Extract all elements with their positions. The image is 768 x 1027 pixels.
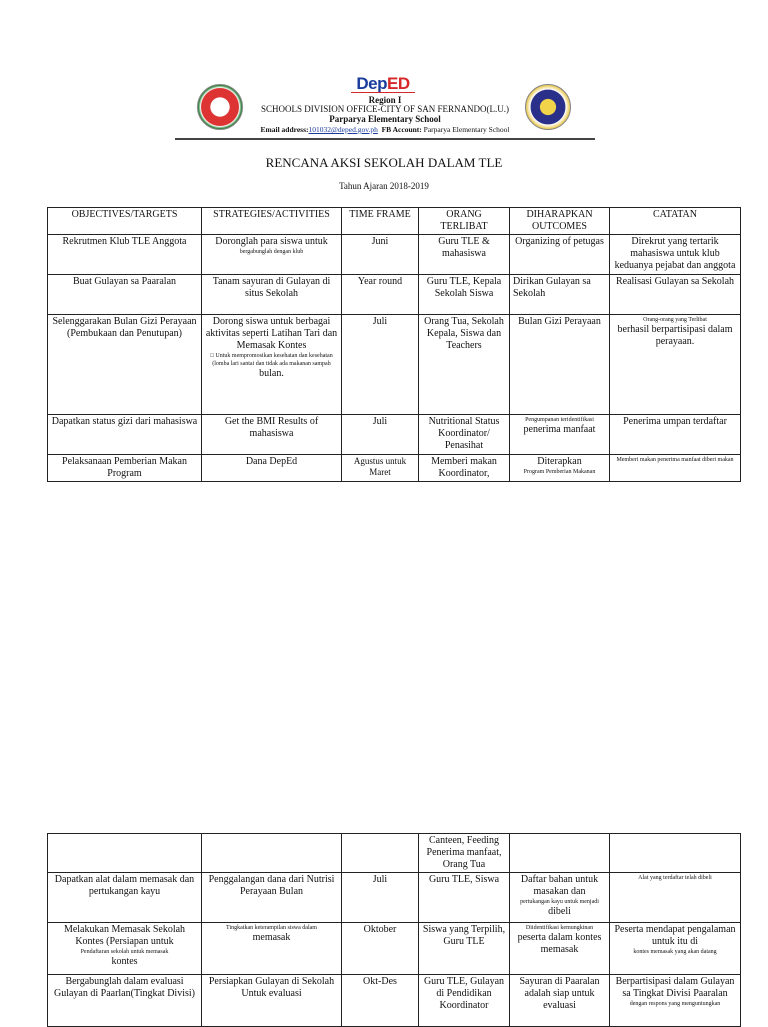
cell-note: Alat yang terdaftar telah dibeli [610,873,741,923]
cell-people: Canteen, Feeding Penerima manfaat, Orang Tua [419,834,510,873]
cell-people: Guru TLE, Gulayan di Pendidikan Koordinator [419,975,510,1027]
cell-strategy: Dana DepEd [202,455,342,482]
header-notes: CATATAN [610,208,741,235]
fb-label: FB Account: [381,125,422,134]
table-row [48,455,741,482]
cell-people: Memberi makan Koordinator, [419,455,510,482]
table-row [48,415,741,455]
email-label: Email address: [260,125,309,134]
cell-people: Guru TLE & mahasiswa [419,235,510,275]
cell-time: Oktober [342,923,419,975]
cell-time [342,834,419,873]
cell-note: Memberi makan penerima manfaat diberi makan [610,455,741,482]
table-row [48,235,741,275]
cell-time: Juli [342,415,419,455]
cell-objective: Dapatkan status gizi dari mahasiswa [48,415,202,455]
cell-outcome: Diidentifikasi kemungkinan peserta dalam kontes memasak [510,923,610,975]
cell-note: Realisasi Gulayan sa Sekolah [610,275,741,315]
school-name: Parparya Elementary School [329,114,441,124]
cell-outcome: Daftar bahan untuk masakan dan pertukangan kayu untuk menjadi dibeli [510,873,610,923]
cell-people: Nutritional Status Koordinator/ Penasihat [419,415,510,455]
email-link[interactable]: 101032@deped.gov.ph [308,125,378,134]
cell-people: Guru TLE, Kepala Sekolah Siswa [419,275,510,315]
cell-strategy: Doronglah para siswa untuk bergabunglah dengan klub [202,235,342,275]
cell-strategy [202,834,342,873]
cell-time: Year round [342,275,419,315]
cell-strategy: Tingkatkan keterampilan siswa dalam memasak [202,923,342,975]
cell-note: Orang-orang yang Terlibat berhasil berpartisipasi dalam perayaan. [610,315,741,415]
cell-time: Juni [342,235,419,275]
cell-people: Siswa yang Terpilih, Guru TLE [419,923,510,975]
cell-strategy: Get the BMI Results of mahasiswa [202,415,342,455]
cell-strategy: Tanam sayuran di Gulayan di situs Sekolah [202,275,342,315]
cell-objective: Buat Gulayan sa Paaralan [48,275,202,315]
cell-time: Agustus untuk Maret [342,455,419,482]
cell-objective: Pelaksanaan Pemberian Makan Program [48,455,202,482]
cell-note: Peserta mendapat pengalaman untuk itu di kontes memasak yang akan datang [610,923,741,975]
cell-strategy: Penggalangan dana dari Nutrisi Perayaan Bulan [202,873,342,923]
action-plan-table-continued [47,833,741,1027]
cell-objective: Rekrutmen Klub TLE Anggota [48,235,202,275]
deped-logo: DepED [356,74,410,93]
cell-outcome: Bulan Gizi Perayaan [510,315,610,415]
header-people: ORANG TERLIBAT [419,208,510,235]
contact-line [175,125,595,134]
header-time-frame: TIME FRAME [342,208,419,235]
header-strategies: STRATEGIES/ACTIVITIES [202,208,342,235]
fb-account: Parparya Elementary School [423,125,510,134]
cell-objective: Selenggarakan Bulan Gizi Perayaan (Pembukaan dan Penutupan) [48,315,202,415]
header-outcomes: DIHARAPKAN OUTCOMES [510,208,610,235]
division-label: SCHOOLS DIVISION OFFICE-CITY OF SAN FERNANDO(L.U.) [261,104,509,114]
document-title: RENCANA AKSI SEKOLAH DALAM TLE [265,155,503,170]
table-row [48,873,741,923]
cell-outcome: Dirikan Gulayan sa Sekolah [510,275,610,315]
cell-objective: Melakukan Memasak Sekolah Kontes (Persiapan untuk Pendaftaran sekolah untuk memasak kontes [48,923,202,975]
cell-outcome: Organizing of petugas [510,235,610,275]
cell-outcome: Diterapkan Program Pemberian Makanan [510,455,610,482]
table-header-row [48,208,741,235]
cell-strategy: Persiapkan Gulayan di Sekolah Untuk evaluasi [202,975,342,1027]
table-row [48,315,741,415]
table-row [48,923,741,975]
cell-objective [48,834,202,873]
cell-people: Orang Tua, Sekolah Kepala, Siswa dan Teachers [419,315,510,415]
header-objectives: OBJECTIVES/TARGETS [48,208,202,235]
table-row [48,275,741,315]
cell-time: Juli [342,873,419,923]
cell-time: Okt-Des [342,975,419,1027]
cell-objective: Dapatkan alat dalam memasak dan pertukangan kayu [48,873,202,923]
cell-note: Direkrut yang tertarik mahasiswa untuk klub keduanya pejabat dan anggota [610,235,741,275]
bullet-note: □ Untuk mempromosikan kesehatan dan kesehatan (lomba lari santai dan tidak ada makanan sampah [210,353,333,367]
cell-strategy: Dorong siswa untuk berbagai aktivitas seperti Latihan Tari dan Memasak Kontes □ Untuk mempromosikan kesehatan dan kesehatan (lomba lari santai dan tidak ada makanan sampah bulan. [202,315,342,415]
cell-note [610,834,741,873]
cell-note: Penerima umpan terdaftar [610,415,741,455]
school-year: Tahun Ajaran 2018-2019 [339,181,429,191]
table-row [48,834,741,873]
action-plan-table [47,207,741,482]
cell-outcome: Sayuran di Paaralan adalah siap untuk evaluasi [510,975,610,1027]
cell-people: Guru TLE, Siswa [419,873,510,923]
letterhead [175,70,595,140]
table-row [48,975,741,1027]
cell-outcome [510,834,610,873]
region-label: Region I [368,95,402,105]
cell-objective: Bergabunglah dalam evaluasi Gulayan di Paarlan(Tingkat Divisi) [48,975,202,1027]
cell-note: Berpartisipasi dalam Gulayan sa Tingkat Divisi Paaralan dengan respons yang menguntungkan [610,975,741,1027]
cell-outcome: Pengumpanan teridentifikasi penerima manfaat [510,415,610,455]
cell-time: Juli [342,315,419,415]
